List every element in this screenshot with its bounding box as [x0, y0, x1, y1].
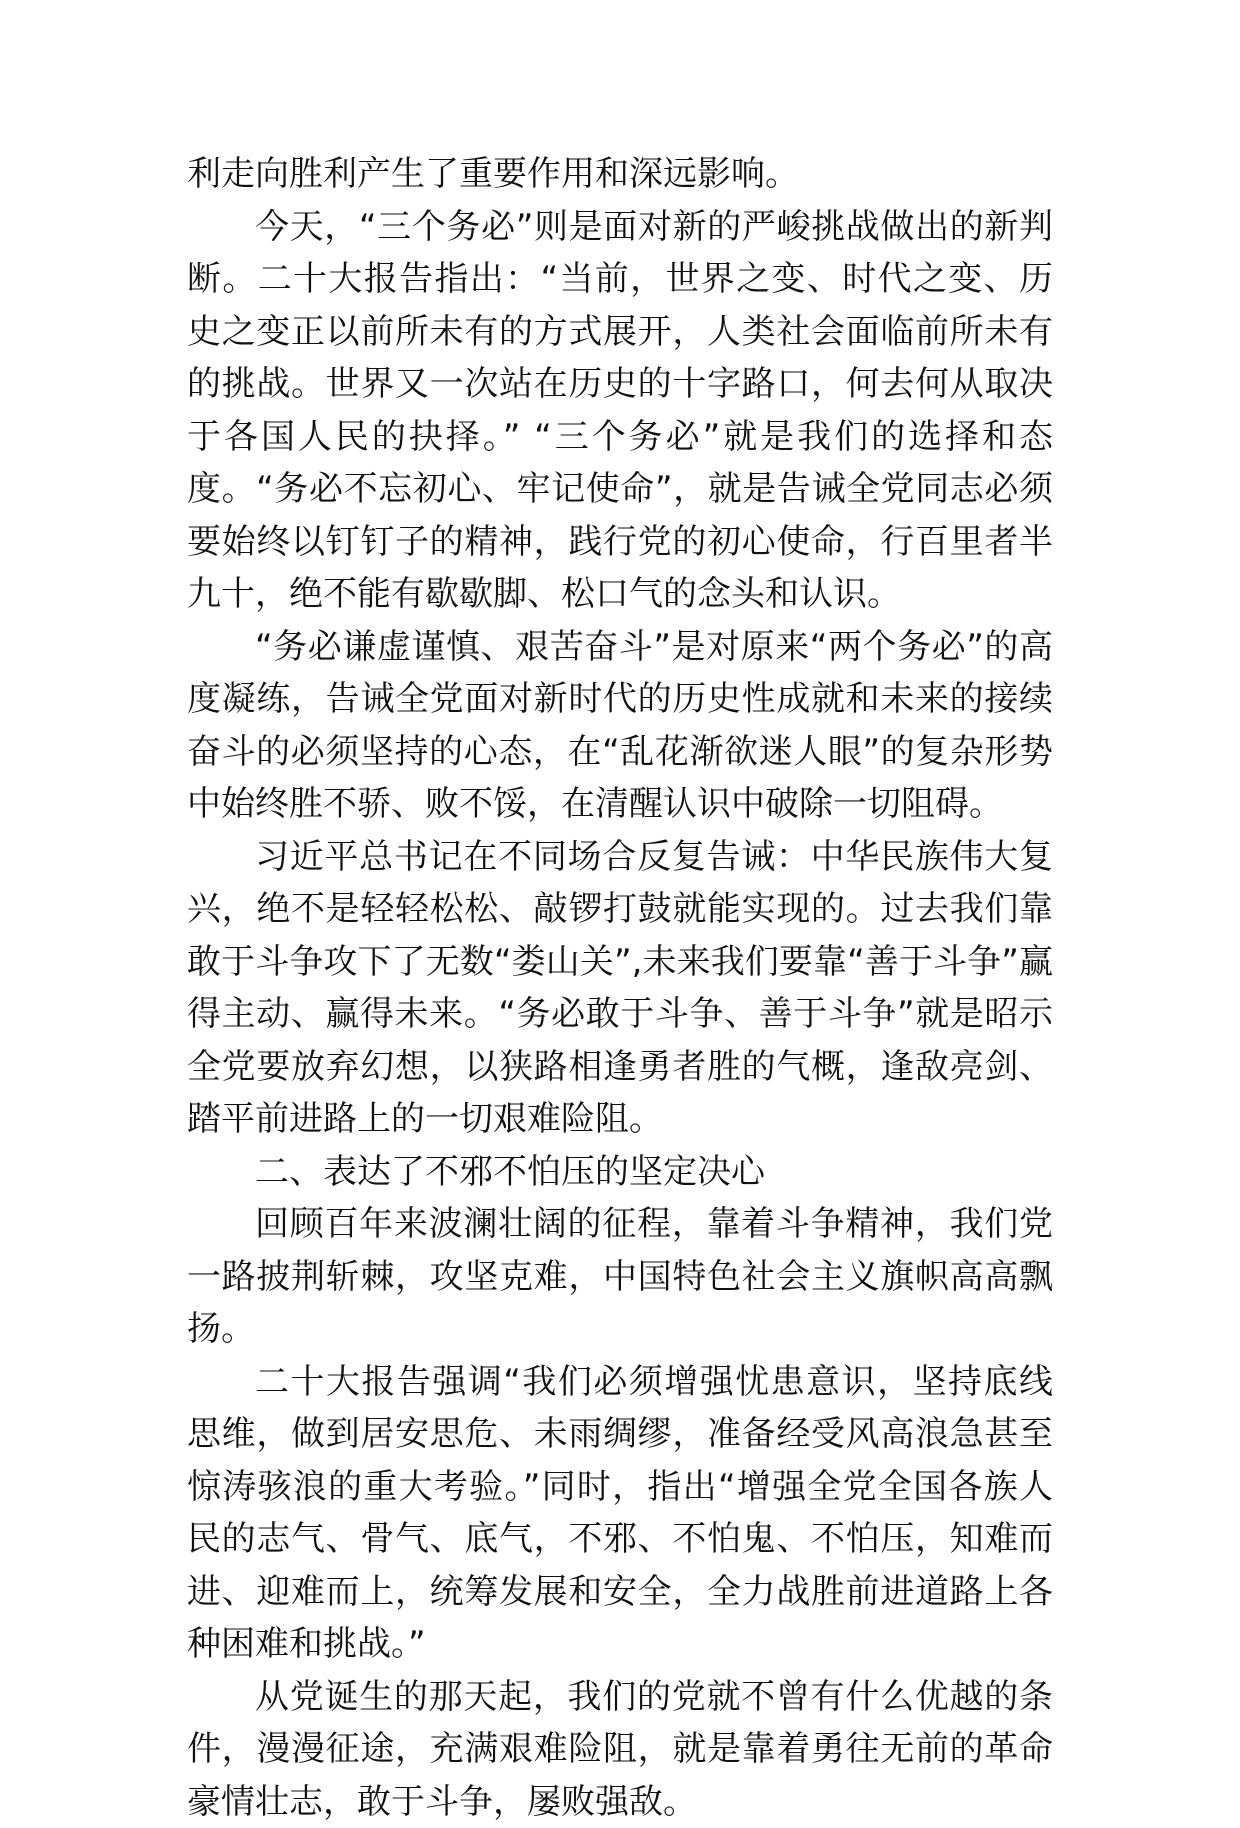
paragraph-century-journey: 回顾百年来波澜壮阔的征程，靠着斗争精神，我们党一路披荆斩棘，攻坚克难，中国特色社会主义旗帜高高飘扬。 — [187, 1198, 1053, 1356]
paragraph-report-emphasis: 二十大报告强调“我们必须增强忧患意识，坚持底线思维，做到居安思危、未雨绸缪，准备经受风高浪急甚至惊涛骇浪的重大考验。”同时，指出“增强全党全国各族人民的志气、骨气、底气，不邪、不怕鬼、不怕压，知难而进、迎难而上，统筹发展和安全，全力战胜前进道路上各种困难和挑战。” — [187, 1356, 1053, 1671]
paragraph-three-musts-intro: 今天，“三个务必”则是面对新的严峻挑战做出的新判断。二十大报告指出：“当前，世界之变、时代之变、历史之变正以前所未有的方式展开，人类社会面临前所未有的挑战。世界又一次站在历史的十字路口，何去何从取决于各国人民的抉择。” “三个务必”就是我们的选择和态度。“务必不忘初心、牢记使命”，就是告诫全党同志必须要始终以钉钉子的精神，践行党的初心使命，行百里者半九十，绝不能有歇歇脚、松口气的念头和认识。 — [187, 201, 1053, 621]
paragraph-party-founding: 从党诞生的那天起，我们的党就不曾有什么优越的条件，漫漫征途，充满艰难险阻，就是靠着勇往无前的革命豪情壮志，敢于斗争，屡败强敌。 — [187, 1671, 1053, 1828]
document-body — [187, 148, 1053, 1828]
paragraph-continuation: 利走向胜利产生了重要作用和深远影响。 — [187, 148, 1053, 201]
section-heading-2: 二、表达了不邪不怕压的坚定决心 — [187, 1146, 1053, 1199]
paragraph-dare-to-struggle: 习近平总书记在不同场合反复告诫：中华民族伟大复兴，绝不是轻轻松松、敲锣打鼓就能实现的。过去我们靠敢于斗争攻下了无数“娄山关”,未来我们要靠“善于斗争”赢得主动、赢得未来。“务必敢于斗争、善于斗争”就是昭示全党要放弃幻想，以狭路相逢勇者胜的气概，逢敌亮剑、踏平前进路上的一切艰难险阻。 — [187, 831, 1053, 1146]
paragraph-humility-hard-work: “务必谦虚谨慎、艰苦奋斗”是对原来“两个务必”的高度凝练，告诫全党面对新时代的历史性成就和未来的接续奋斗的必须坚持的心态，在“乱花渐欲迷人眼”的复杂形势中始终胜不骄、败不馁，在清醒认识中破除一切阻碍。 — [187, 621, 1053, 831]
